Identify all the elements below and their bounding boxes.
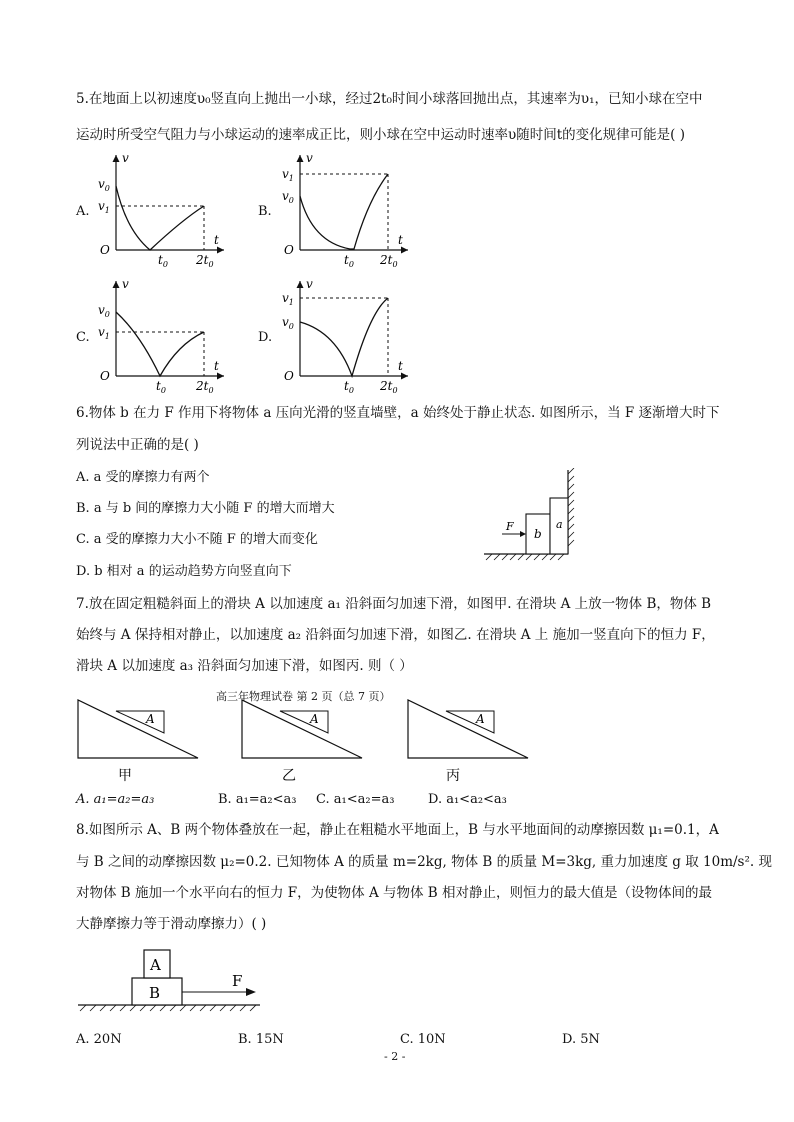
svg-text:v: v xyxy=(122,277,129,291)
q6-force-label: F xyxy=(506,520,514,533)
axis-v-label: v xyxy=(122,151,129,165)
q7-block-label-2: A xyxy=(310,712,319,726)
q8-option-b[interactable]: B. 15N xyxy=(238,1032,284,1047)
q5-option-a-label[interactable]: A. xyxy=(76,204,90,219)
q5-graph-c xyxy=(92,276,232,396)
q7-caption-bing: 丙 xyxy=(446,768,460,784)
q5-option-d-label[interactable]: D. xyxy=(258,330,273,345)
q7-stem-line3: 滑块 A 以加速度 a₃ 沿斜面匀加速下滑，如图丙. 则（ ） xyxy=(76,658,413,674)
2t0-label: $2t_0$ xyxy=(196,253,214,269)
q7-caption-yi: 乙 xyxy=(282,768,296,784)
q5-graph-a xyxy=(92,150,232,270)
q7-figures xyxy=(76,690,536,786)
q7-option-c[interactable]: C. a₁<a₂=a₃ xyxy=(316,792,395,807)
q6-stem-line2: 列说法中正确的是( ) xyxy=(76,437,199,453)
page-number: - 2 - xyxy=(384,1050,406,1063)
q5-graph-b xyxy=(276,150,416,270)
svg-text:v0: $v_0$ xyxy=(282,315,294,331)
svg-text:v0: $v_0$ xyxy=(98,303,110,319)
q6-block-b-label: b xyxy=(534,527,542,541)
q6-option-d[interactable]: D. b 相对 a 的运动趋势方向竖直向下 xyxy=(76,564,292,579)
v0-label: $v_0$ xyxy=(98,177,110,193)
svg-text:2t0: $2t_0$ xyxy=(380,379,398,395)
q5-stem-line1: 5.在地面上以初速度υ₀竖直向上抛出一小球，经过2t₀时间小球落回抛出点，其速率为υ₁，已知小球在空中 xyxy=(76,91,703,107)
q7-block-label-1: A xyxy=(146,712,155,726)
q7-option-d[interactable]: D. a₁<a₂<a₃ xyxy=(428,792,507,807)
q6-block-a-label: a xyxy=(556,518,563,531)
q5-option-c-label[interactable]: C. xyxy=(76,330,90,345)
q8-block-a-label: A xyxy=(150,956,161,974)
q6-stem-line1: 6.物体 b 在力 F 作用下将物体 a 压向光滑的竖直墙壁，a 始终处于静止状态. 如图所示，当 F 逐渐增大时下 xyxy=(76,405,720,421)
svg-text:2t0: $2t_0$ xyxy=(196,379,214,395)
q8-option-a[interactable]: A. 20N xyxy=(76,1032,122,1047)
q5-option-b-label[interactable]: B. xyxy=(258,204,272,219)
q6-option-b[interactable]: B. a 与 b 间的摩擦力大小随 F 的增大而增大 xyxy=(76,501,335,516)
svg-text:O: O xyxy=(284,243,294,257)
svg-text:v: v xyxy=(306,151,313,165)
q8-block-b-label: B xyxy=(149,984,161,1002)
svg-text:v0: $v_0$ xyxy=(282,189,294,205)
page-running-header: 高三年物理试卷 第 2 页（总 7 页） xyxy=(216,690,391,703)
q8-option-d[interactable]: D. 5N xyxy=(562,1032,600,1047)
svg-text:2t0: $2t_0$ xyxy=(380,253,398,269)
svg-text:v: v xyxy=(306,277,313,291)
q7-option-a[interactable]: A. a₁=a₂=a₃ xyxy=(76,792,155,807)
svg-text:t: t xyxy=(398,233,403,247)
q8-option-c[interactable]: C. 10N xyxy=(400,1032,446,1047)
svg-text:t0: $t_0$ xyxy=(344,253,354,269)
svg-text:t: t xyxy=(214,359,219,373)
q8-stem-line1: 8.如图所示 A、B 两个物体叠放在一起，静止在粗糙水平地面上，B 与水平地面间的动摩擦因数 μ₁=0.1，A xyxy=(76,822,719,838)
q8-figure xyxy=(76,944,276,1016)
q7-option-b[interactable]: B. a₁=a₂<a₃ xyxy=(218,792,297,807)
q6-figure xyxy=(480,468,580,562)
q7-caption-jia: 甲 xyxy=(118,768,132,784)
q5-stem-line2: 运动时所受空气阻力与小球运动的速率成正比，则小球在空中运动时速率υ随时间t的变化规律可能是( ) xyxy=(76,127,685,143)
svg-text:t0: $t_0$ xyxy=(156,379,166,395)
q8-force-label: F xyxy=(232,972,243,990)
q7-block-label-3: A xyxy=(476,712,485,726)
axis-t-label: t xyxy=(214,233,219,247)
origin-label: O xyxy=(100,243,110,257)
t0-label: $t_0$ xyxy=(158,253,168,269)
svg-text:O: O xyxy=(100,369,110,383)
svg-text:v1: $v_1$ xyxy=(282,167,294,183)
q6-option-a[interactable]: A. a 受的摩擦力有两个 xyxy=(76,470,210,485)
q7-stem-line2: 始终与 A 保持相对静止，以加速度 a₂ 沿斜面匀加速下滑，如图乙. 在滑块 A 上 施加一竖直向下的恒力 F， xyxy=(76,627,715,643)
q7-stem-line1: 7.放在固定粗糙斜面上的滑块 A 以加速度 a₁ 沿斜面匀加速下滑，如图甲. 在滑块 A 上放一物体 B，物体 B xyxy=(76,596,712,612)
q8-stem-line3: 对物体 B 施加一个水平向右的恒力 F，为使物体 A 与物体 B 相对静止，则恒力的最大值是（设物体间的最 xyxy=(76,885,712,901)
q5-graph-d xyxy=(276,276,416,396)
svg-text:v1: $v_1$ xyxy=(98,325,110,341)
svg-text:v1: $v_1$ xyxy=(282,291,294,307)
svg-text:t0: $t_0$ xyxy=(344,379,354,395)
v1-label: $v_1$ xyxy=(98,199,110,215)
svg-text:O: O xyxy=(284,369,294,383)
svg-text:t: t xyxy=(398,359,403,373)
q6-option-c[interactable]: C. a 受的摩擦力大小不随 F 的增大而变化 xyxy=(76,532,318,547)
q8-stem-line4: 大静摩擦力等于滑动摩擦力）( ) xyxy=(76,916,267,932)
q8-stem-line2: 与 B 之间的动摩擦因数 μ₂=0.2. 已知物体 A 的质量 m=2kg, 物体 B 的质量 M=3kg, 重力加速度 g 取 10m/s². 现 xyxy=(76,854,772,870)
